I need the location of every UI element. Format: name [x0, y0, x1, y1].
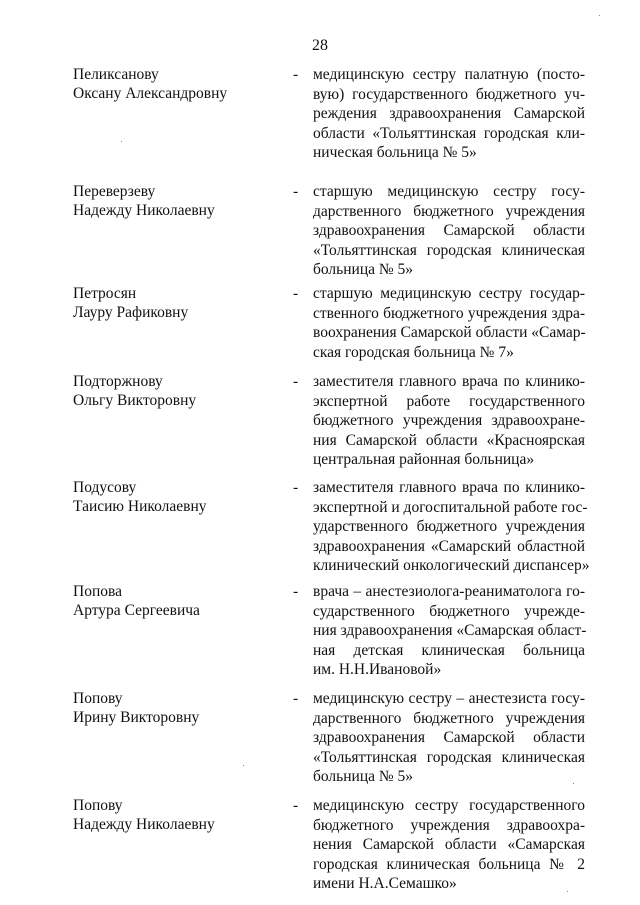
position-description-line: экспертной и догоспитальной работе гос-	[313, 498, 588, 516]
position-description-line: вую) государственного бюджетного уч-	[313, 85, 585, 103]
person-name-line: Попову	[73, 690, 123, 707]
person-name-line: Ольгу Викторовну	[73, 392, 197, 409]
person-name-line: Ирину Викторовну	[73, 709, 200, 726]
position-description-line: заместителя главного врача по клинико-	[313, 479, 585, 496]
position-description-line: клинический онкологический диспансер»	[313, 557, 590, 575]
person-name	[73, 478, 273, 516]
page-number: 28	[312, 37, 328, 54]
position-description-line: больница № 5»	[313, 261, 414, 279]
position-description-line: здравоохранения Самарской области	[313, 222, 585, 240]
position-description	[313, 182, 585, 280]
position-description	[313, 284, 585, 362]
position-description-line: городская клиническая больница № 2	[313, 855, 585, 873]
position-description	[313, 796, 585, 894]
position-description-line: бюджетного учреждения здравоохране-	[313, 412, 585, 430]
person-name-line: Подусову	[73, 479, 137, 496]
position-description-line: нения Самарской области «Самарская	[313, 836, 585, 854]
entry-dash: -	[293, 285, 299, 302]
position-description	[313, 582, 585, 680]
position-description	[313, 478, 590, 576]
position-description-line: реждения здравоохранения Самарской	[313, 105, 585, 123]
position-description-line: области «Тольяттинская городская кли-	[313, 124, 585, 142]
person-name-line: Оксану Александровну	[73, 85, 228, 102]
position-description-line: ская городская больница № 7»	[313, 343, 514, 361]
position-description-line: ударственного бюджетного учреждения	[313, 518, 585, 536]
position-description-line: им. Н.Н.Ивановой»	[313, 661, 442, 679]
person-name-line: Надежду Николаевну	[73, 202, 215, 219]
position-description-line: «Тольяттинская городская клиническая	[313, 748, 585, 766]
position-description-line: экспертной работе государственного	[313, 392, 585, 410]
scan-speck	[243, 765, 244, 766]
entry-dash: -	[293, 690, 299, 707]
person-name-line: Надежду Николаевну	[73, 816, 215, 833]
position-description-line: «Тольяттинская городская клиническая	[313, 241, 585, 259]
scan-speck	[599, 15, 600, 16]
entry-dash: -	[293, 66, 299, 83]
person-name-line: Попова	[73, 583, 122, 600]
scan-speck	[121, 141, 122, 142]
position-description	[313, 65, 585, 163]
person-name-line: Петросян	[73, 285, 137, 302]
position-description-line: ния Самарской области «Красноярская	[313, 431, 585, 449]
scan-speck	[573, 783, 574, 784]
position-description	[313, 689, 585, 787]
person-name-line: Артура Сергеевича	[73, 602, 200, 619]
position-description-line: воохранения Самарской области «Самар-	[313, 324, 586, 342]
scan-speck	[567, 891, 568, 892]
person-name-line: Пеликсанову	[73, 66, 159, 83]
position-description-line: старшую медицинскую сестру госу-	[313, 183, 585, 200]
position-description-line: здравоохранения «Самарский областной	[313, 537, 585, 555]
person-name	[73, 582, 273, 620]
position-description-line: бюджетного учреждения здравоохра-	[313, 816, 585, 834]
person-name	[73, 65, 273, 103]
position-description	[313, 372, 585, 470]
person-name	[73, 284, 273, 322]
position-description-line: ная детская клиническая больница	[313, 641, 585, 659]
person-name	[73, 689, 273, 727]
entry-dash: -	[293, 373, 299, 390]
position-description-line: ния здравоохранения «Самарская област-	[313, 622, 587, 640]
position-description-line: заместителя главного врача по клинико-	[313, 373, 585, 390]
entry-dash: -	[293, 797, 299, 814]
person-name	[73, 796, 273, 834]
person-name-line: Подторжнову	[73, 373, 163, 390]
position-description-line: дарственного бюджетного учреждения	[313, 202, 585, 220]
position-description-line: имени Н.А.Семашко»	[313, 875, 457, 893]
person-name-line: Попову	[73, 797, 123, 814]
person-name-line: Таисию Николаевну	[73, 498, 207, 515]
person-name-line: Переверзеву	[73, 183, 156, 200]
position-description-line: медицинскую сестру палатную (посто-	[313, 66, 585, 83]
person-name	[73, 372, 273, 410]
position-description-line: здравоохранения Самарской области	[313, 729, 585, 747]
position-description-line: дарственного бюджетного учреждения	[313, 709, 585, 727]
position-description-line: старшую медицинскую сестру государ-	[313, 285, 585, 302]
entry-dash: -	[293, 583, 299, 600]
position-description-line: центральная районная больница»	[313, 451, 535, 469]
position-description-line: ническая больница № 5»	[313, 144, 477, 162]
person-name-line: Лауру Рафиковну	[73, 304, 189, 321]
position-description-line: больница № 5»	[313, 768, 414, 786]
position-description-line: ственного бюджетного учреждения здра-	[313, 304, 585, 322]
entry-dash: -	[293, 479, 299, 496]
entry-dash: -	[293, 183, 299, 200]
position-description-line: сударственного бюджетного учрежде-	[313, 602, 585, 620]
person-name	[73, 182, 273, 220]
position-description-line: врача – анестезиолога-реаниматолога го-	[313, 583, 585, 600]
position-description-line: медицинскую сестру – анестезиста госу-	[313, 690, 585, 707]
position-description-line: медицинскую сестру государственного	[313, 797, 585, 814]
